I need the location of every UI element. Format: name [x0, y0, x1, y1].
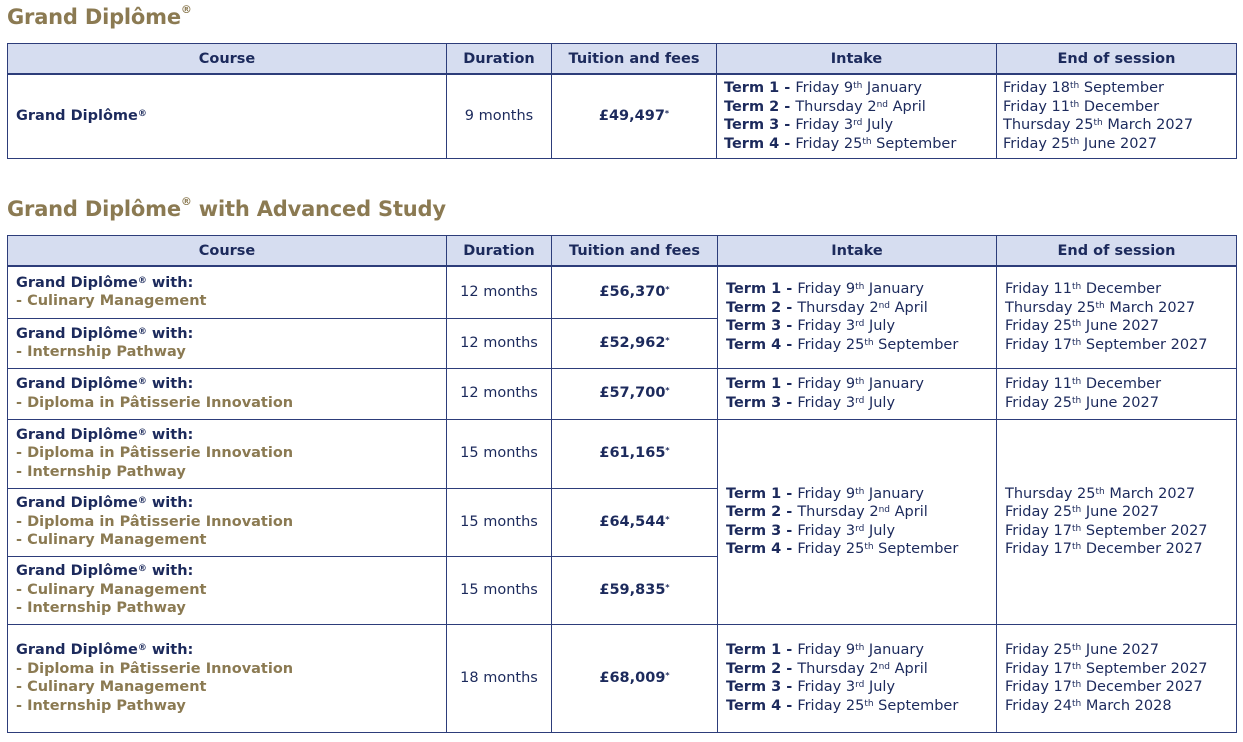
end-line: Friday 11th December	[1005, 281, 1162, 298]
end-line: Thursday 25th March 2027	[1003, 117, 1194, 134]
course-name: Grand Diplôme® with:	[16, 495, 194, 512]
course-name: Grand Diplôme® with:	[16, 642, 194, 658]
advanced-study-table	[7, 235, 1237, 733]
header-tuition: Tuition and fees	[552, 236, 718, 267]
course-cell	[8, 419, 447, 488]
fee-cell: £68,009*	[552, 624, 718, 732]
fee-cell: £52,962*	[552, 318, 718, 368]
duration-cell: 12 months	[447, 368, 552, 419]
intake-line: Term 1 - Friday 9th January	[724, 80, 922, 97]
course-option: - Culinary Management	[16, 679, 207, 695]
end-session-cell	[997, 624, 1237, 732]
table-row	[8, 419, 1237, 488]
course-option: - Diploma in Pâtisserie Innovation	[16, 445, 294, 462]
section-title-advanced-study: Grand Diplôme® with Advanced Study	[7, 195, 446, 221]
table-row	[8, 368, 1237, 419]
header-intake: Intake	[718, 236, 997, 267]
table-row	[8, 624, 1237, 732]
table-header-row	[8, 236, 1237, 267]
intake-cell	[718, 419, 997, 624]
intake-line: Term 2 - Thursday 2nd April	[726, 504, 928, 520]
course-cell	[8, 318, 447, 368]
intake-line: Term 3 - Friday 3rd July	[726, 318, 896, 335]
intake-line: Term 1 - Friday 9th January	[726, 485, 924, 502]
duration-cell: 15 months	[447, 556, 552, 624]
course-option: - Culinary Management	[16, 293, 207, 310]
end-line: Friday 17th December 2027	[1005, 679, 1203, 695]
course-cell	[8, 556, 447, 624]
end-line: Thursday 25th March 2027	[1005, 299, 1196, 316]
header-course: Course	[8, 236, 447, 267]
course-name: Grand Diplôme®	[16, 108, 147, 124]
course-option: - Diploma in Pâtisserie Innovation	[16, 660, 294, 677]
end-session-cell	[997, 74, 1237, 158]
intake-cell	[718, 266, 997, 368]
intake-line: Term 3 - Friday 3rd July	[726, 522, 896, 539]
end-line: Friday 25th June 2027	[1005, 318, 1159, 335]
duration-cell: 9 months	[447, 74, 552, 158]
end-line: Friday 18th September	[1003, 80, 1165, 97]
end-line: Friday 25th June 2027	[1005, 504, 1159, 520]
course-option: - Diploma in Pâtisserie Innovation	[16, 513, 294, 530]
intake-line: Term 1 - Friday 9th January	[726, 642, 924, 658]
header-duration: Duration	[447, 44, 552, 75]
course-option: - Internship Pathway	[16, 463, 186, 480]
course-option: - Internship Pathway	[16, 600, 186, 617]
header-duration: Duration	[447, 236, 552, 267]
intake-cell	[718, 368, 997, 419]
duration-cell: 18 months	[447, 624, 552, 732]
table-row	[8, 74, 1237, 158]
end-session-cell	[997, 266, 1237, 368]
course-name: Grand Diplôme® with:	[16, 563, 194, 580]
fee-cell: £57,700*	[552, 368, 718, 419]
course-name: Grand Diplôme® with:	[16, 325, 194, 342]
header-end-session: End of session	[997, 44, 1237, 75]
end-session-cell	[997, 419, 1237, 624]
end-line: Thursday 25th March 2027	[1005, 485, 1196, 502]
course-name: Grand Diplôme® with:	[16, 426, 194, 443]
end-line: Friday 25th June 2027	[1003, 135, 1157, 152]
intake-line: Term 1 - Friday 9th January	[726, 281, 924, 298]
fee-cell: £64,544*	[552, 488, 718, 556]
end-line: Friday 25th June 2027	[1005, 642, 1159, 658]
intake-cell	[717, 74, 997, 158]
section-title-grand-diplome: Grand Diplôme®	[7, 3, 192, 29]
intake-line: Term 4 - Friday 25th September	[726, 336, 959, 353]
header-intake: Intake	[717, 44, 997, 75]
intake-line: Term 3 - Friday 3rd July	[726, 679, 896, 695]
course-name: Grand Diplôme® with:	[16, 376, 194, 392]
header-tuition: Tuition and fees	[552, 44, 717, 75]
fee-cell: £56,370*	[552, 266, 718, 318]
duration-cell: 12 months	[447, 266, 552, 318]
course-option: - Internship Pathway	[16, 697, 186, 714]
end-line: Friday 25th June 2027	[1005, 394, 1159, 411]
table-header-row	[8, 44, 1237, 75]
course-cell	[8, 266, 447, 318]
course-cell	[8, 74, 447, 158]
course-cell	[8, 488, 447, 556]
intake-line: Term 2 - Thursday 2nd April	[724, 98, 926, 115]
end-line: Friday 17th December 2027	[1005, 541, 1203, 557]
intake-line: Term 3 - Friday 3rd July	[724, 117, 894, 134]
fee-cell: £59,835*	[552, 556, 718, 624]
end-line: Friday 11th December	[1003, 98, 1160, 115]
course-option: - Diploma in Pâtisserie Innovation	[16, 394, 294, 411]
intake-line: Term 2 - Thursday 2nd April	[726, 660, 928, 677]
course-cell	[8, 368, 447, 419]
end-line: Friday 17th September 2027	[1005, 660, 1208, 677]
course-name: Grand Diplôme® with:	[16, 274, 194, 291]
end-line: Friday 17th September 2027	[1005, 336, 1208, 353]
fee-cell: £61,165*	[552, 419, 718, 488]
duration-cell: 15 months	[447, 488, 552, 556]
course-option: - Internship Pathway	[16, 344, 186, 360]
grand-diplome-table	[7, 43, 1237, 159]
duration-cell: 12 months	[447, 318, 552, 368]
end-line: Friday 24th March 2028	[1005, 697, 1172, 714]
course-cell	[8, 624, 447, 732]
course-option: - Culinary Management	[16, 581, 207, 598]
end-line: Friday 11th December	[1005, 376, 1162, 392]
intake-line: Term 4 - Friday 25th September	[726, 541, 959, 557]
intake-line: Term 3 - Friday 3rd July	[726, 394, 896, 411]
fee-cell: £49,497*	[552, 74, 717, 158]
end-session-cell	[997, 368, 1237, 419]
header-course: Course	[8, 44, 447, 75]
intake-line: Term 4 - Friday 25th September	[724, 135, 957, 152]
table-row	[8, 266, 1237, 318]
intake-line: Term 4 - Friday 25th September	[726, 697, 959, 714]
course-option: - Culinary Management	[16, 532, 207, 549]
intake-line: Term 2 - Thursday 2nd April	[726, 299, 928, 316]
header-end-session: End of session	[997, 236, 1237, 267]
duration-cell: 15 months	[447, 419, 552, 488]
end-line: Friday 17th September 2027	[1005, 522, 1208, 539]
intake-line: Term 1 - Friday 9th January	[726, 376, 924, 392]
intake-cell	[718, 624, 997, 732]
